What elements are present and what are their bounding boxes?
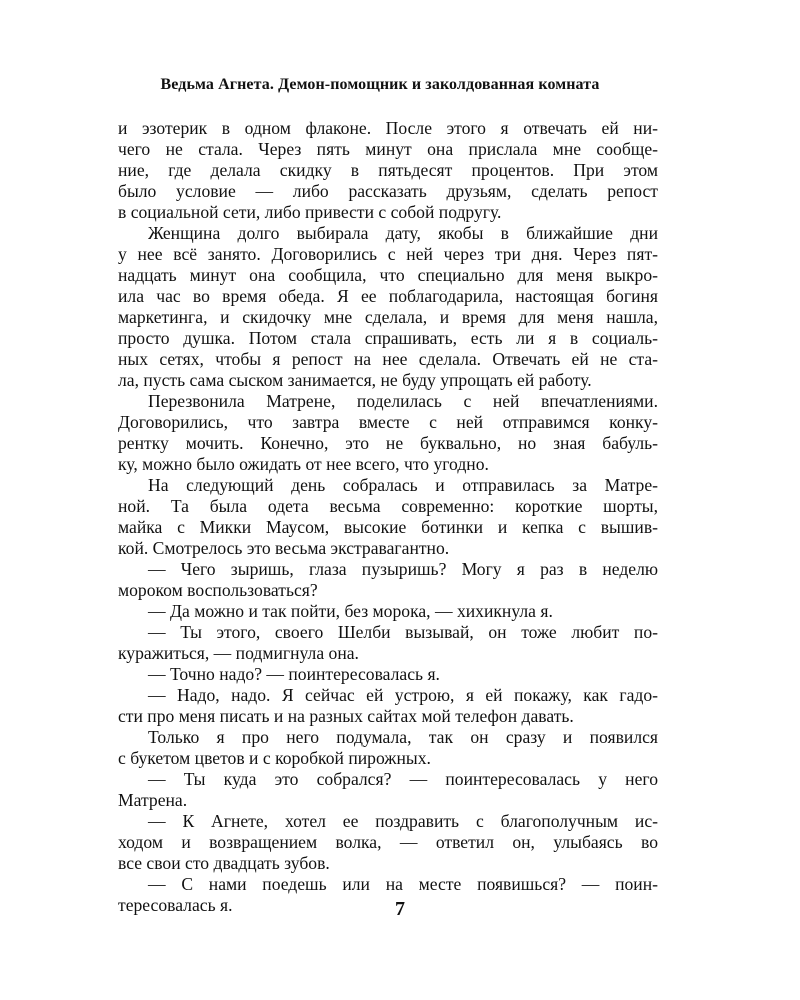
body-text bbox=[118, 118, 658, 916]
text-line: просто душка. Потом стала спрашивать, есть ли я в социаль- bbox=[118, 328, 658, 348]
text-line: было условие — либо рассказать друзьям, сделать репост bbox=[118, 181, 658, 201]
text-line: маркетинга, и скидочку мне сделала, и время для меня нашла, bbox=[118, 307, 658, 327]
text-line: — Да можно и так пойти, без морока, — хихикнула я. bbox=[148, 601, 553, 621]
running-title: Ведьма Агнета. Демон-помощник и заколдованная комната bbox=[160, 76, 600, 93]
text-line: — Надо, надо. Я сейчас ей устрою, я ей покажу, как гадо- bbox=[148, 685, 658, 705]
text-line: На следующий день собралась и отправилась за Матре- bbox=[148, 475, 658, 495]
text-line: и эзотерик в одном флаконе. После этого я отвечать ей ни- bbox=[118, 118, 658, 138]
text-line: майка с Микки Маусом, высокие ботинки и кепка с вышив- bbox=[118, 517, 658, 537]
text-line: Перезвонила Матрене, поделилась с ней впечатлениями. bbox=[148, 391, 658, 411]
text-line: надцать минут она сообщила, что специально для меня выкро- bbox=[118, 265, 658, 285]
text-line: Женщина долго выбирала дату, якобы в ближайшие дни bbox=[148, 223, 658, 243]
text-line: — Ты куда это собрался? — поинтересовалась у него bbox=[148, 769, 658, 789]
text-line: ила час во время обеда. Я ее поблагодарила, настоящая богиня bbox=[118, 286, 658, 306]
text-line: — Чего зыришь, глаза пузыришь? Могу я раз в неделю bbox=[148, 559, 658, 579]
text-line: — Точно надо? — поинтересовалась я. bbox=[148, 664, 440, 684]
text-line: с букетом цветов и с коробкой пирожных. bbox=[118, 748, 431, 768]
text-line: Матрена. bbox=[118, 790, 188, 810]
text-line: чего не стала. Через пять минут она прислала мне сообще- bbox=[118, 139, 658, 159]
text-line: в социальной сети, либо привести с собой подругу. bbox=[118, 202, 502, 222]
text-line: Только я про него подумала, так он сразу и появился bbox=[148, 727, 658, 747]
text-line: сти про меня писать и на разных сайтах мой телефон давать. bbox=[118, 706, 574, 726]
text-line: ной. Та была одета весьма современно: короткие шорты, bbox=[118, 496, 658, 516]
page-number: 7 bbox=[395, 898, 405, 920]
text-line: ла, пусть сама сыском занимается, не буду упрощать ей работу. bbox=[118, 370, 592, 390]
text-line: ходом и возвращением волка, — ответил он, улыбаясь во bbox=[118, 832, 658, 852]
text-line: кой. Смотрелось это весьма экстравагантно. bbox=[118, 538, 450, 558]
text-line: все свои сто двадцать зубов. bbox=[118, 853, 330, 873]
text-line: ку, можно было ожидать от нее всего, что угодно. bbox=[118, 454, 489, 474]
text-line: куражиться, — подмигнула она. bbox=[118, 643, 359, 663]
text-line: ние, где делала скидку в пятьдесят процентов. При этом bbox=[118, 160, 658, 180]
text-line: рентку мочить. Конечно, это не буквально, но зная бабуль- bbox=[118, 433, 658, 453]
text-line: тересовалась я. bbox=[118, 895, 233, 915]
text-line: — К Агнете, хотел ее поздравить с благополучным ис- bbox=[148, 811, 658, 831]
text-line: ных сетях, чтобы я репост на нее сделала. Отвечать ей не ста- bbox=[118, 349, 658, 369]
text-line: у нее всё занято. Договорились с ней через три дня. Через пят- bbox=[118, 244, 658, 264]
text-line: Договорились, что завтра вместе с ней отправимся конку- bbox=[118, 412, 658, 432]
text-line: мороком воспользоваться? bbox=[118, 580, 318, 600]
text-line: — С нами поедешь или на месте появишься? — поин- bbox=[148, 874, 658, 894]
text-line: — Ты этого, своего Шелби вызывай, он тоже любит по- bbox=[148, 622, 658, 642]
